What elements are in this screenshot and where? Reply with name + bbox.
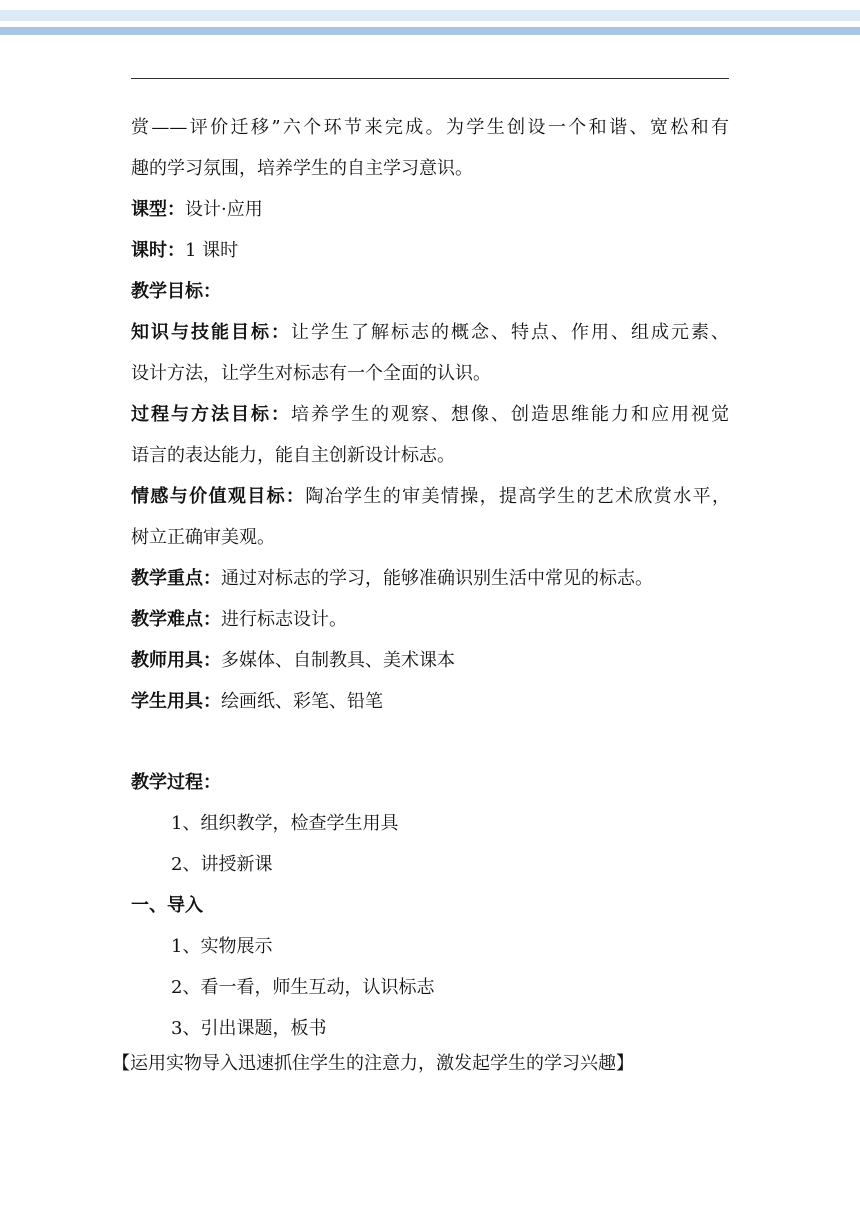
knowledge-line-1 [131,322,729,344]
intro-note: 【运用实物导入迅速抓住学生的注意力，激发起学生的学习兴趣】 [112,1053,634,1074]
header-band-light [0,10,860,21]
lesson-type-label: 课型： [131,199,185,220]
process-label: 过程与方法目标： [131,404,291,425]
intro-line-2: 趣的学习氛围，培养学生的自主学习意识。 [131,158,473,179]
key-point [131,568,653,590]
period [131,240,238,262]
intro-step-3: 3、引出课题，板书 [171,1018,327,1039]
header-rule [131,78,729,79]
knowledge-label: 知识与技能目标： [131,322,291,343]
period-value: 1 课时 [185,240,239,261]
emotion-text-1: 陶冶学生的审美情操，提高学生的艺术欣赏水平， [305,486,730,507]
lesson-type [131,199,263,221]
key-point-value: 通过对标志的学习，能够准确识别生活中常见的标志。 [221,568,653,589]
section-intro-heading: 一、导入 [131,895,203,916]
header-band-dark [0,27,860,35]
student-tools-value: 绘画纸、彩笔、铅笔 [221,691,383,712]
difficulty-value: 进行标志设计。 [221,609,347,630]
emotion-line-1 [131,486,729,508]
knowledge-line-2: 设计方法，让学生对标志有一个全面的认识。 [131,363,491,384]
intro-line-1: 赏——评价迁移”六个环节来完成。为学生创设一个和谐、宽松和有 [131,117,729,138]
process-text-1: 培养学生的观察、想像、创造思维能力和应用视觉 [291,404,729,425]
intro-step-1: 1、实物展示 [171,936,273,957]
difficulty-label: 教学难点： [131,609,221,630]
emotion-label: 情感与价值观目标： [131,486,306,507]
difficulty [131,609,347,631]
period-label: 课时： [131,240,185,261]
emotion-line-2: 树立正确审美观。 [131,527,275,548]
teacher-tools-label: 教师用具： [131,650,221,671]
student-tools [131,691,383,713]
key-point-label: 教学重点： [131,568,221,589]
objectives-heading: 教学目标： [131,281,221,302]
process-step-1: 1、组织教学，检查学生用具 [171,813,399,834]
knowledge-text-1: 让学生了解标志的概念、特点、作用、组成元素、 [291,322,729,343]
lesson-type-value: 设计·应用 [185,199,263,220]
process-line-2: 语言的表达能力，能自主创新设计标志。 [131,445,455,466]
teacher-tools-value: 多媒体、自制教具、美术课本 [221,650,455,671]
process-heading: 教学过程： [131,772,221,793]
intro-step-2: 2、看一看，师生互动，认识标志 [171,977,435,998]
teacher-tools [131,650,455,672]
process-step-2: 2、讲授新课 [171,854,273,875]
process-line-1 [131,404,729,426]
student-tools-label: 学生用具： [131,691,221,712]
